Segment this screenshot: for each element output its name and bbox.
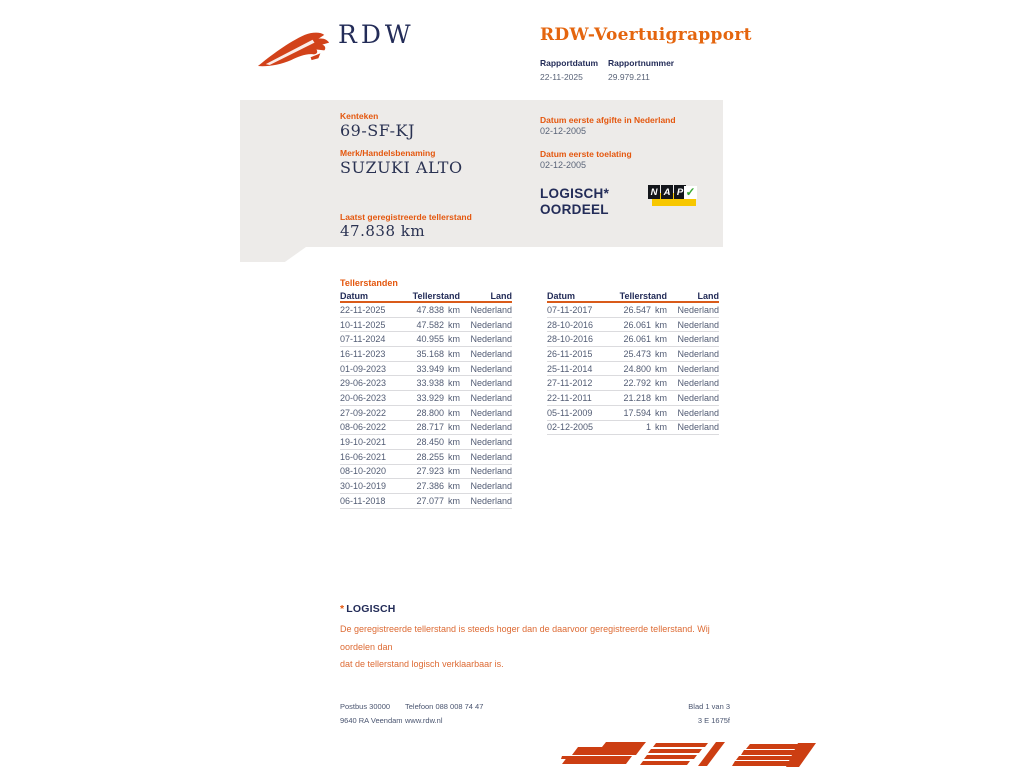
footer-page-info (600, 700, 730, 728)
cell-km: 28.800 km (416, 407, 460, 418)
cell-land: Nederland (470, 495, 512, 506)
kenteken-label: Kenteken (340, 111, 379, 121)
cell-date: 05-11-2009 (547, 407, 593, 418)
cell-date: 27-11-2012 (547, 378, 593, 389)
cell-km: 22.792 km (623, 378, 667, 389)
cell-date: 29-06-2023 (340, 378, 387, 389)
table-row (340, 494, 512, 509)
toelating-label: Datum eerste toelating (540, 149, 632, 159)
page-title: RDW-Voertuigrapport (540, 25, 752, 45)
verdict-line1: LOGISCH* (540, 186, 610, 201)
cell-date: 08-06-2022 (340, 422, 387, 433)
speed-stripes-graphic (548, 741, 816, 768)
table-row (340, 376, 512, 391)
cell-land: Nederland (470, 348, 512, 359)
tellerstand-value: 47.838 km (340, 222, 426, 240)
cell-date: 08-10-2020 (340, 466, 387, 477)
cell-land: Nederland (470, 304, 512, 315)
cell-km: 25.473 km (623, 348, 667, 359)
cell-km: 35.168 km (416, 348, 460, 359)
meter-table-left (340, 291, 512, 509)
header-tellerstand: Tellerstand (412, 291, 460, 301)
header-tellerstand: Tellerstand (619, 291, 667, 301)
vehicle-summary-panel (240, 100, 723, 247)
cell-land: Nederland (470, 334, 512, 345)
kenteken-value: 69-SF-KJ (340, 121, 415, 140)
merk-value: SUZUKI ALTO (340, 158, 463, 177)
report-number-value: 29.979.211 (608, 72, 650, 82)
cell-date: 28-10-2016 (547, 334, 594, 345)
cell-km: 21.218 km (623, 392, 667, 403)
cell-km: 1 km (645, 422, 667, 433)
cell-km: 24.800 km (623, 363, 667, 374)
tellerstand-label: Laatst geregistreerde tellerstand (340, 212, 472, 222)
cell-date: 25-11-2014 (547, 363, 593, 374)
cell-km: 27.077 km (416, 495, 460, 506)
footnote-asterisk: * (340, 603, 345, 615)
table-row (340, 465, 512, 480)
cell-km: 47.582 km (416, 319, 460, 330)
footer-contact (405, 700, 483, 728)
rdw-bird-icon (256, 24, 334, 71)
footer-phone: Telefoon 088 008 74 47 (405, 702, 484, 711)
cell-km: 33.949 km (416, 363, 460, 374)
footnote-body-line1: De geregistreerde tellerstand is steeds hoger dan de daarvoor geregistreerde tellerstand. Wij oordelen dan (340, 624, 710, 652)
footer-postbus: Postbus 30000 (340, 702, 391, 711)
table-header (547, 291, 719, 303)
cell-km: 28.255 km (416, 451, 460, 462)
cell-land: Nederland (677, 378, 719, 389)
table-row (547, 376, 719, 391)
cell-land: Nederland (470, 437, 512, 448)
header-land: Land (490, 291, 512, 301)
table-row (547, 347, 719, 362)
afgifte-label: Datum eerste afgifte in Nederland (540, 115, 676, 125)
table-row (340, 303, 512, 318)
table-row (547, 406, 719, 421)
cell-land: Nederland (470, 392, 512, 403)
report-date-value: 22-11-2025 (540, 72, 583, 82)
verdict-heading (540, 186, 609, 218)
cell-km: 47.838 km (416, 304, 460, 315)
cell-km: 26.061 km (623, 334, 667, 345)
cell-land: Nederland (470, 451, 512, 462)
cell-km: 28.717 km (416, 422, 460, 433)
cell-km: 27.386 km (416, 481, 460, 492)
cell-land: Nederland (470, 422, 512, 433)
cell-km: 26.061 km (623, 319, 667, 330)
cell-land: Nederland (677, 334, 719, 345)
cell-km: 26.547 km (623, 304, 667, 315)
footer-address (340, 700, 403, 728)
header-datum: Datum (547, 291, 576, 301)
footnote-body (340, 621, 735, 674)
table-row (547, 362, 719, 377)
table-row (547, 421, 719, 436)
cell-land: Nederland (470, 319, 512, 330)
afgifte-value: 02-12-2005 (540, 126, 587, 136)
cell-date: 07-11-2024 (340, 334, 386, 345)
footer-city: 9640 RA Veendam (340, 716, 403, 725)
table-row (340, 332, 512, 347)
table-body (340, 303, 512, 509)
cell-date: 22-11-2011 (547, 392, 592, 403)
table-row (547, 318, 719, 333)
cell-date: 06-11-2018 (340, 495, 386, 506)
table-row (340, 362, 512, 377)
report-date-block (540, 58, 598, 82)
cell-date: 27-09-2022 (340, 407, 387, 418)
cell-date: 02-12-2005 (547, 422, 594, 433)
tables-title: Tellerstanden (340, 278, 398, 288)
cell-date: 19-10-2021 (340, 437, 387, 448)
report-date-label: Rapportdatum (540, 58, 599, 68)
cell-land: Nederland (677, 348, 719, 359)
meter-table-right (547, 291, 719, 435)
footnote-heading-text: LOGISCH (346, 603, 396, 615)
header-datum: Datum (340, 291, 369, 301)
cell-land: Nederland (677, 407, 719, 418)
cell-date: 16-06-2021 (340, 451, 387, 462)
nap-logo (648, 184, 698, 208)
rdw-logo-text: RDW (338, 20, 415, 49)
toelating-value: 02-12-2005 (540, 160, 587, 170)
cell-land: Nederland (677, 304, 719, 315)
merk-label: Merk/Handelsbenaming (340, 148, 436, 158)
cell-km: 33.938 km (416, 378, 460, 389)
cell-km: 40.955 km (416, 334, 460, 345)
table-row (340, 406, 512, 421)
cell-land: Nederland (470, 378, 512, 389)
verdict-line2: OORDEEL (540, 202, 609, 217)
table-row (340, 479, 512, 494)
cell-land: Nederland (470, 466, 512, 477)
cell-date: 20-06-2023 (340, 392, 387, 403)
footer-website: www.rdw.nl (405, 716, 443, 725)
table-row (547, 303, 719, 318)
footnote-body-line2: dat de tellerstand logisch verklaarbaar is. (340, 659, 504, 669)
cell-date: 22-11-2025 (340, 304, 386, 315)
table-row (547, 391, 719, 406)
nap-letter-a: A (661, 185, 673, 199)
cell-land: Nederland (677, 319, 719, 330)
nap-letter-p: P (674, 185, 686, 199)
footer-form-code: 3 E 1675f (697, 716, 730, 725)
nap-check-icon: ✓ (685, 185, 696, 199)
report-number-label: Rapportnummer (608, 58, 675, 68)
cell-land: Nederland (470, 481, 512, 492)
cell-km: 28.450 km (416, 437, 460, 448)
table-body (547, 303, 719, 435)
header-land: Land (697, 291, 719, 301)
cell-land: Nederland (677, 422, 719, 433)
cell-date: 26-11-2015 (547, 348, 593, 359)
table-row (340, 435, 512, 450)
cell-land: Nederland (470, 363, 512, 374)
footnote-heading (340, 603, 735, 615)
table-row (340, 450, 512, 465)
cell-date: 10-11-2025 (340, 319, 386, 330)
cell-date: 30-10-2019 (340, 481, 387, 492)
cell-date: 01-09-2023 (340, 363, 387, 374)
cell-km: 27.923 km (416, 466, 460, 477)
table-row (547, 332, 719, 347)
cell-km: 33.929 km (416, 392, 460, 403)
cell-land: Nederland (677, 363, 719, 374)
nap-letter-n: N (648, 185, 660, 199)
table-row (340, 391, 512, 406)
verdict-footnote (340, 603, 735, 674)
table-row (340, 347, 512, 362)
footer-page-indicator: Blad 1 van 3 (688, 702, 730, 711)
table-header (340, 291, 512, 303)
cell-land: Nederland (677, 392, 719, 403)
table-row (340, 318, 512, 333)
report-number-block (608, 58, 674, 82)
cell-land: Nederland (470, 407, 512, 418)
table-row (340, 421, 512, 436)
cell-date: 16-11-2023 (340, 348, 386, 359)
cell-date: 28-10-2016 (547, 319, 594, 330)
cell-date: 07-11-2017 (547, 304, 593, 315)
cell-km: 17.594 km (623, 407, 667, 418)
